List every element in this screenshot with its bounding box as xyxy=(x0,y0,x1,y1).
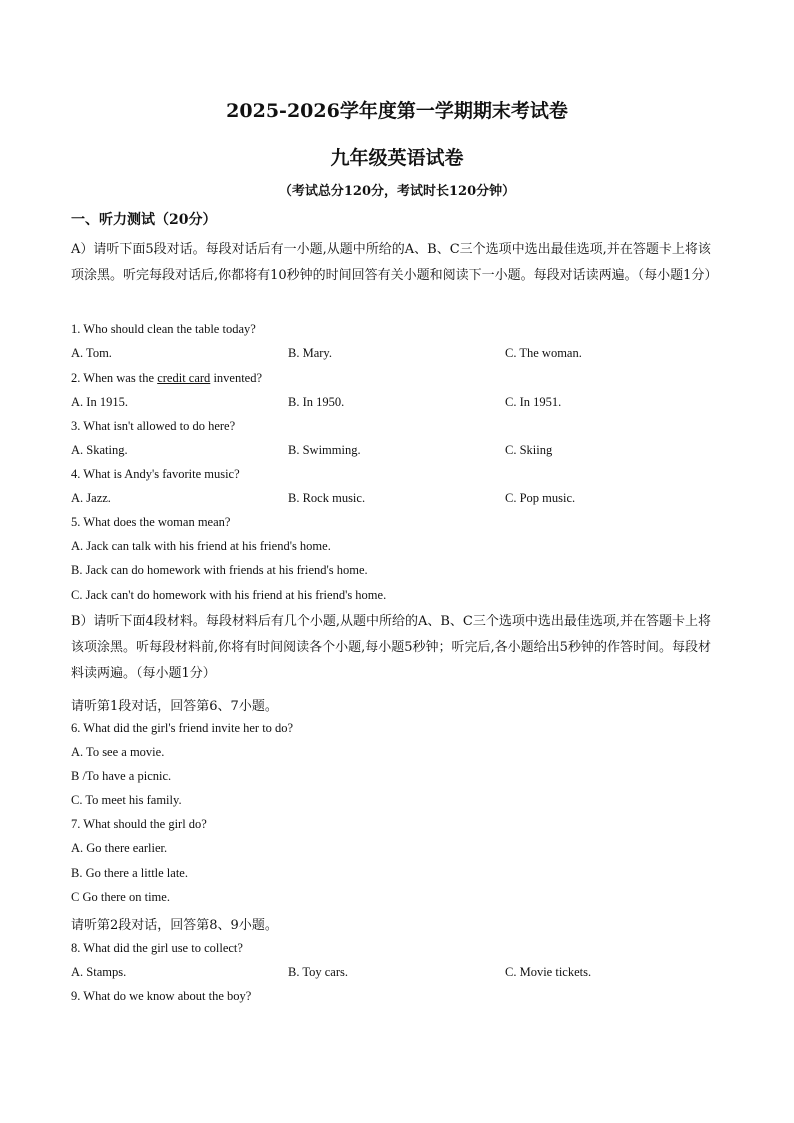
question-5-option-c: C. Jack can't do homework with his friend at his friend's home. xyxy=(71,588,387,602)
question-9-stem: 9. What do we know about the boy? xyxy=(71,989,252,1003)
question-4-option-c: C. Pop music. xyxy=(505,491,576,505)
question-3-option-c: C. Skiing xyxy=(505,443,553,457)
question-6-option-a: A. To see a movie. xyxy=(71,745,165,759)
section-heading: 一、听力测试（20分） xyxy=(71,212,217,228)
question-1-option-c: C. The woman. xyxy=(505,346,582,360)
question-7-option-a: A. Go there earlier. xyxy=(71,841,168,855)
question-4-option-b: B. Rock music. xyxy=(288,491,366,505)
exam-subtitle: 九年级英语试卷 xyxy=(330,147,464,169)
question-1-option-a: A. Tom. xyxy=(71,346,112,360)
question-7-option-c: C Go there on time. xyxy=(71,890,170,904)
question-3-option-b: B. Swimming. xyxy=(288,443,361,457)
passage-2-instruction: 请听第2段对话，回答第8、9小题。 xyxy=(71,918,278,933)
question-3-stem: 3. What isn't allowed to do here? xyxy=(71,419,236,433)
part-a-instructions: A）请听下面5段对话。每段对话后有一小题,从题中所给的A、B、C三个选项中选出最佳选项,并在答题卡上将该项涂黑。听完每段对话后,你都将有10秒钟的时间回答有关小题和阅读下一小题。每段对话读两遍。（每小题1分） xyxy=(71,242,718,283)
question-6-option-c: C. To meet his family. xyxy=(71,793,182,807)
question-7-option-b: B. Go there a little late. xyxy=(71,866,188,880)
question-5-option-a: A. Jack can talk with his friend at his friend's home. xyxy=(71,539,331,553)
question-2-option-b: B. In 1950. xyxy=(288,395,345,409)
question-1-stem: 1. Who should clean the table today? xyxy=(71,322,256,336)
question-5-option-b: B. Jack can do homework with friends at his friend's home. xyxy=(71,563,368,577)
question-8-option-b: B. Toy cars. xyxy=(288,965,348,979)
question-2-option-a: A. In 1915. xyxy=(71,395,128,409)
question-2-stem-end: invented? xyxy=(210,371,263,385)
question-5-stem: 5. What does the woman mean? xyxy=(71,515,231,529)
question-1-option-b: B. Mary. xyxy=(288,346,332,360)
question-6-option-b: B /To have a picnic. xyxy=(71,769,172,783)
question-8-stem: 8. What did the girl use to collect? xyxy=(71,941,243,955)
question-8-option-c: C. Movie tickets. xyxy=(505,965,592,979)
passage-1-instruction: 请听第1段对话，回答第6、7小题。 xyxy=(71,699,278,714)
question-8-option-a: A. Stamps. xyxy=(71,965,127,979)
exam-note: （考试总分120分，考试时长120分钟） xyxy=(278,184,516,199)
exam-title: 2025-2026学年度第一学期期末考试卷 xyxy=(226,100,568,122)
question-4-option-a: A. Jazz. xyxy=(71,491,111,505)
question-3-option-a: A. Skating. xyxy=(71,443,128,457)
question-4-stem: 4. What is Andy's favorite music? xyxy=(71,467,240,481)
question-2-underlined-term: credit card xyxy=(157,371,211,385)
question-7-stem: 7. What should the girl do? xyxy=(71,817,207,831)
question-2-option-c: C. In 1951. xyxy=(505,395,562,409)
part-b-instructions: B）请听下面4段材料。每段材料后有几个小题,从题中所给的A、B、C三个选项中选出最佳选项,并在答题卡上将该项涂黑。听每段材料前,你将有时间阅读各个小题,每小题5秒钟；听完后,各小题给出5秒钟的作答时间。每段材料读两遍。（每小题1分） xyxy=(71,614,711,681)
question-2-stem-start: 2. When was the xyxy=(71,371,158,385)
question-2-stem xyxy=(71,371,262,386)
question-6-stem: 6. What did the girl's friend invite her to do? xyxy=(71,721,294,735)
